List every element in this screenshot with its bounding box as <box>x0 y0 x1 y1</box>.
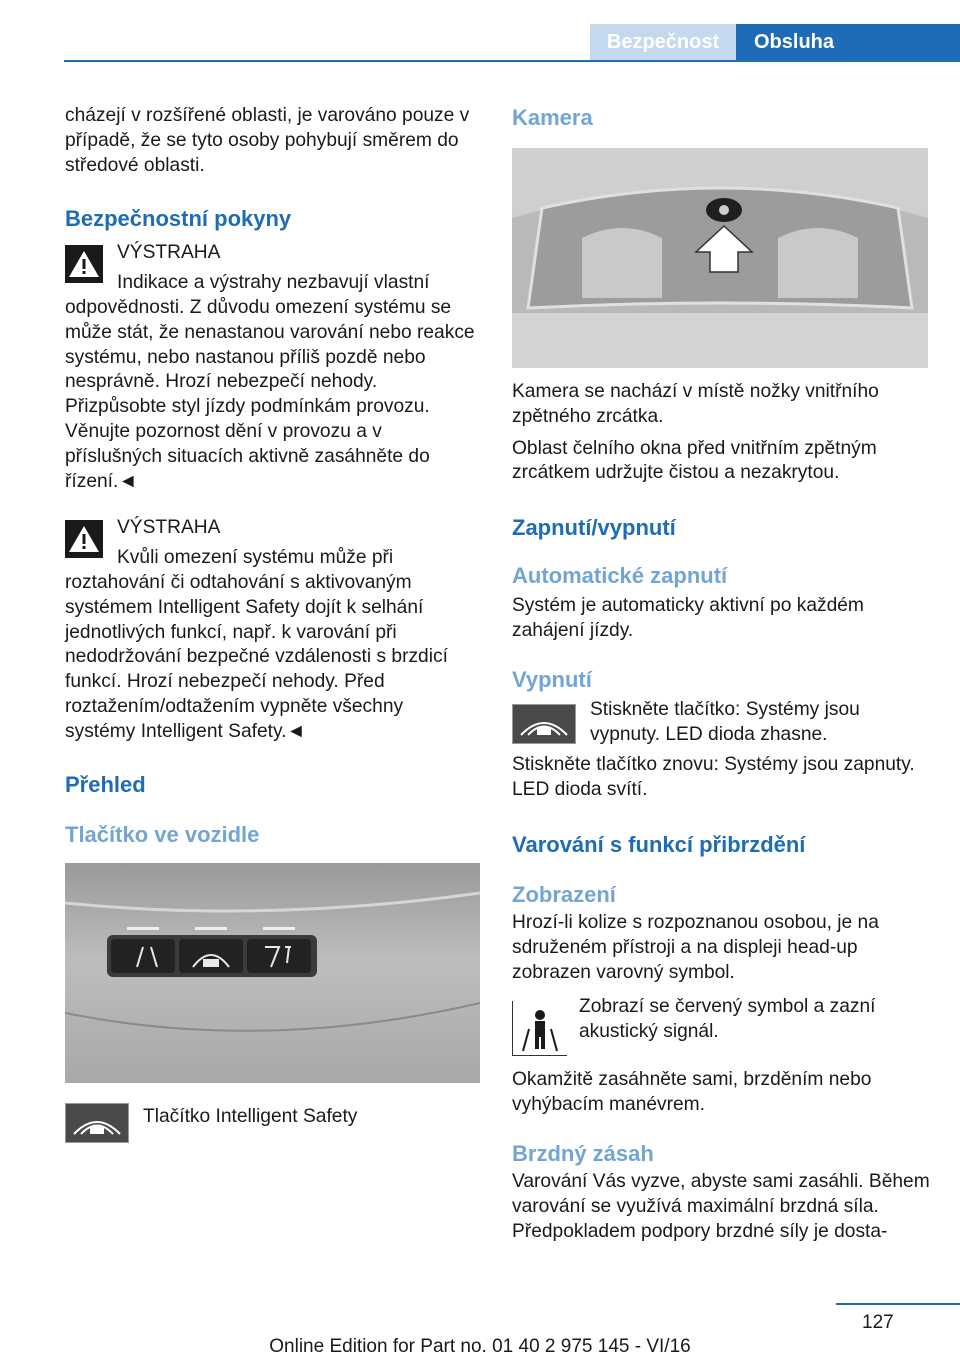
brake-intervention-text: Varování Vás vyzve, abyste sami zasáhli. Během varování se využívá maximální brzdná síla. Předpokladem podpory brzdné síly je dosta- <box>512 1170 930 1242</box>
display-heading: Zobrazení <box>512 881 616 907</box>
edition-line: Online Edition for Part no. 01 40 2 975 145 - VI/16 <box>269 1336 691 1357</box>
camera-paragraph-2: Oblast čelního okna před vnitřním zpětným zrcátkem udržujte čistou a nezakrytou. <box>512 437 877 484</box>
warning-text: Indikace a výstrahy nezbavují vlastní odpovědnosti. Z důvodu omezení systému se může stát, že nenastanou varování nebo reakce systému, nebo nastanou příliš pozdě nebo nesprávně. Hrozí nebezpečí nehody. Přizpůsobte styl jízdy podmínkám provozu. Věnujte pozornost dění v provozu a v příslušných situacích aktivně zasáhněte do řízení.◄ <box>65 272 475 492</box>
button-in-vehicle-heading: Tlačítko ve vozidle <box>65 821 260 847</box>
page-number: 127 <box>862 1312 894 1333</box>
header-rule <box>64 60 960 62</box>
off-instruction: Stiskněte tlačítko: Systémy jsou vypnuty. LED dioda zhasne. <box>590 698 860 745</box>
overview-heading: Přehled <box>65 771 146 797</box>
off-heading: Vypnutí <box>512 666 592 692</box>
warning-triangle-icon <box>65 520 103 558</box>
chapter-tab[interactable]: Obsluha <box>736 24 960 61</box>
onoff-heading: Zapnutí/vypnutí <box>512 515 676 541</box>
intro-paragraph: cházejí v rozšířené oblasti, je varováno pouze v případě, že se tyto osoby pohybují směrem do středové oblasti. <box>65 105 470 176</box>
warning-block-1 <box>65 241 477 494</box>
pedestrian-warning-icon <box>512 1001 567 1056</box>
symbol-text: Zobrazí se červený symbol a zazní akustický signál. <box>579 996 876 1043</box>
display-text: Hrozí-li kolize s rozpoznanou osobou, je na sdruženém přístroji a na displeji head-up zobrazen varovný symbol. <box>512 911 879 983</box>
section-tab[interactable]: Bezpečnost <box>590 24 736 61</box>
intelligent-safety-button-icon <box>65 1103 129 1143</box>
vehicle-button-photo <box>65 863 480 1083</box>
off-icon-row <box>512 698 930 748</box>
auto-on-text: Systém je automaticky aktivní po každém zahájení jízdy. <box>512 595 864 641</box>
left-column <box>65 100 477 1143</box>
warning-title: VÝSTRAHA <box>117 242 221 264</box>
camera-photo <box>512 148 928 368</box>
safety-heading: Bezpečnostní pokyny <box>65 206 292 232</box>
brake-warning-heading: Varování s funkcí přibrzdění <box>512 831 806 857</box>
right-column <box>512 100 930 1244</box>
camera-heading: Kamera <box>512 105 593 130</box>
warning-text: Kvůli omezení systému může při roztahování či odtahování s aktivovaným systémem Intelligent Safety dojít k selhání jednotlivých funkcí, např. k varování při nedodržování bezpečné vzdálenosti s brzdicí funkcí. Hrozí nebezpečí nehody. Před roztažením/odtažením vypněte všechny systémy Intelligent Safety.◄ <box>65 547 448 742</box>
react-text: Okamžitě zasáhněte sami, brzděním nebo vyhýbacím manévrem. <box>512 1069 872 1116</box>
brake-intervention-heading: Brzdný zásah <box>512 1140 654 1166</box>
button-caption-row <box>65 1103 477 1143</box>
warning-title: VÝSTRAHA <box>117 517 221 539</box>
warning-block-2 <box>65 516 477 744</box>
camera-paragraph-1: Kamera se nachází v místě nožky vnitřního zpětného zrcátka. <box>512 381 879 427</box>
auto-on-heading: Automatické zapnutí <box>512 563 728 589</box>
intelligent-safety-button-icon <box>512 704 576 744</box>
button-caption: Tlačítko Intelligent Safety <box>143 1105 358 1127</box>
warning-triangle-icon <box>65 245 103 283</box>
on-instruction: Stiskněte tlačítko znovu: Systémy jsou zapnuty. LED dioda svítí. <box>512 754 915 801</box>
footer-rule <box>836 1303 960 1305</box>
symbol-row <box>512 995 930 1056</box>
